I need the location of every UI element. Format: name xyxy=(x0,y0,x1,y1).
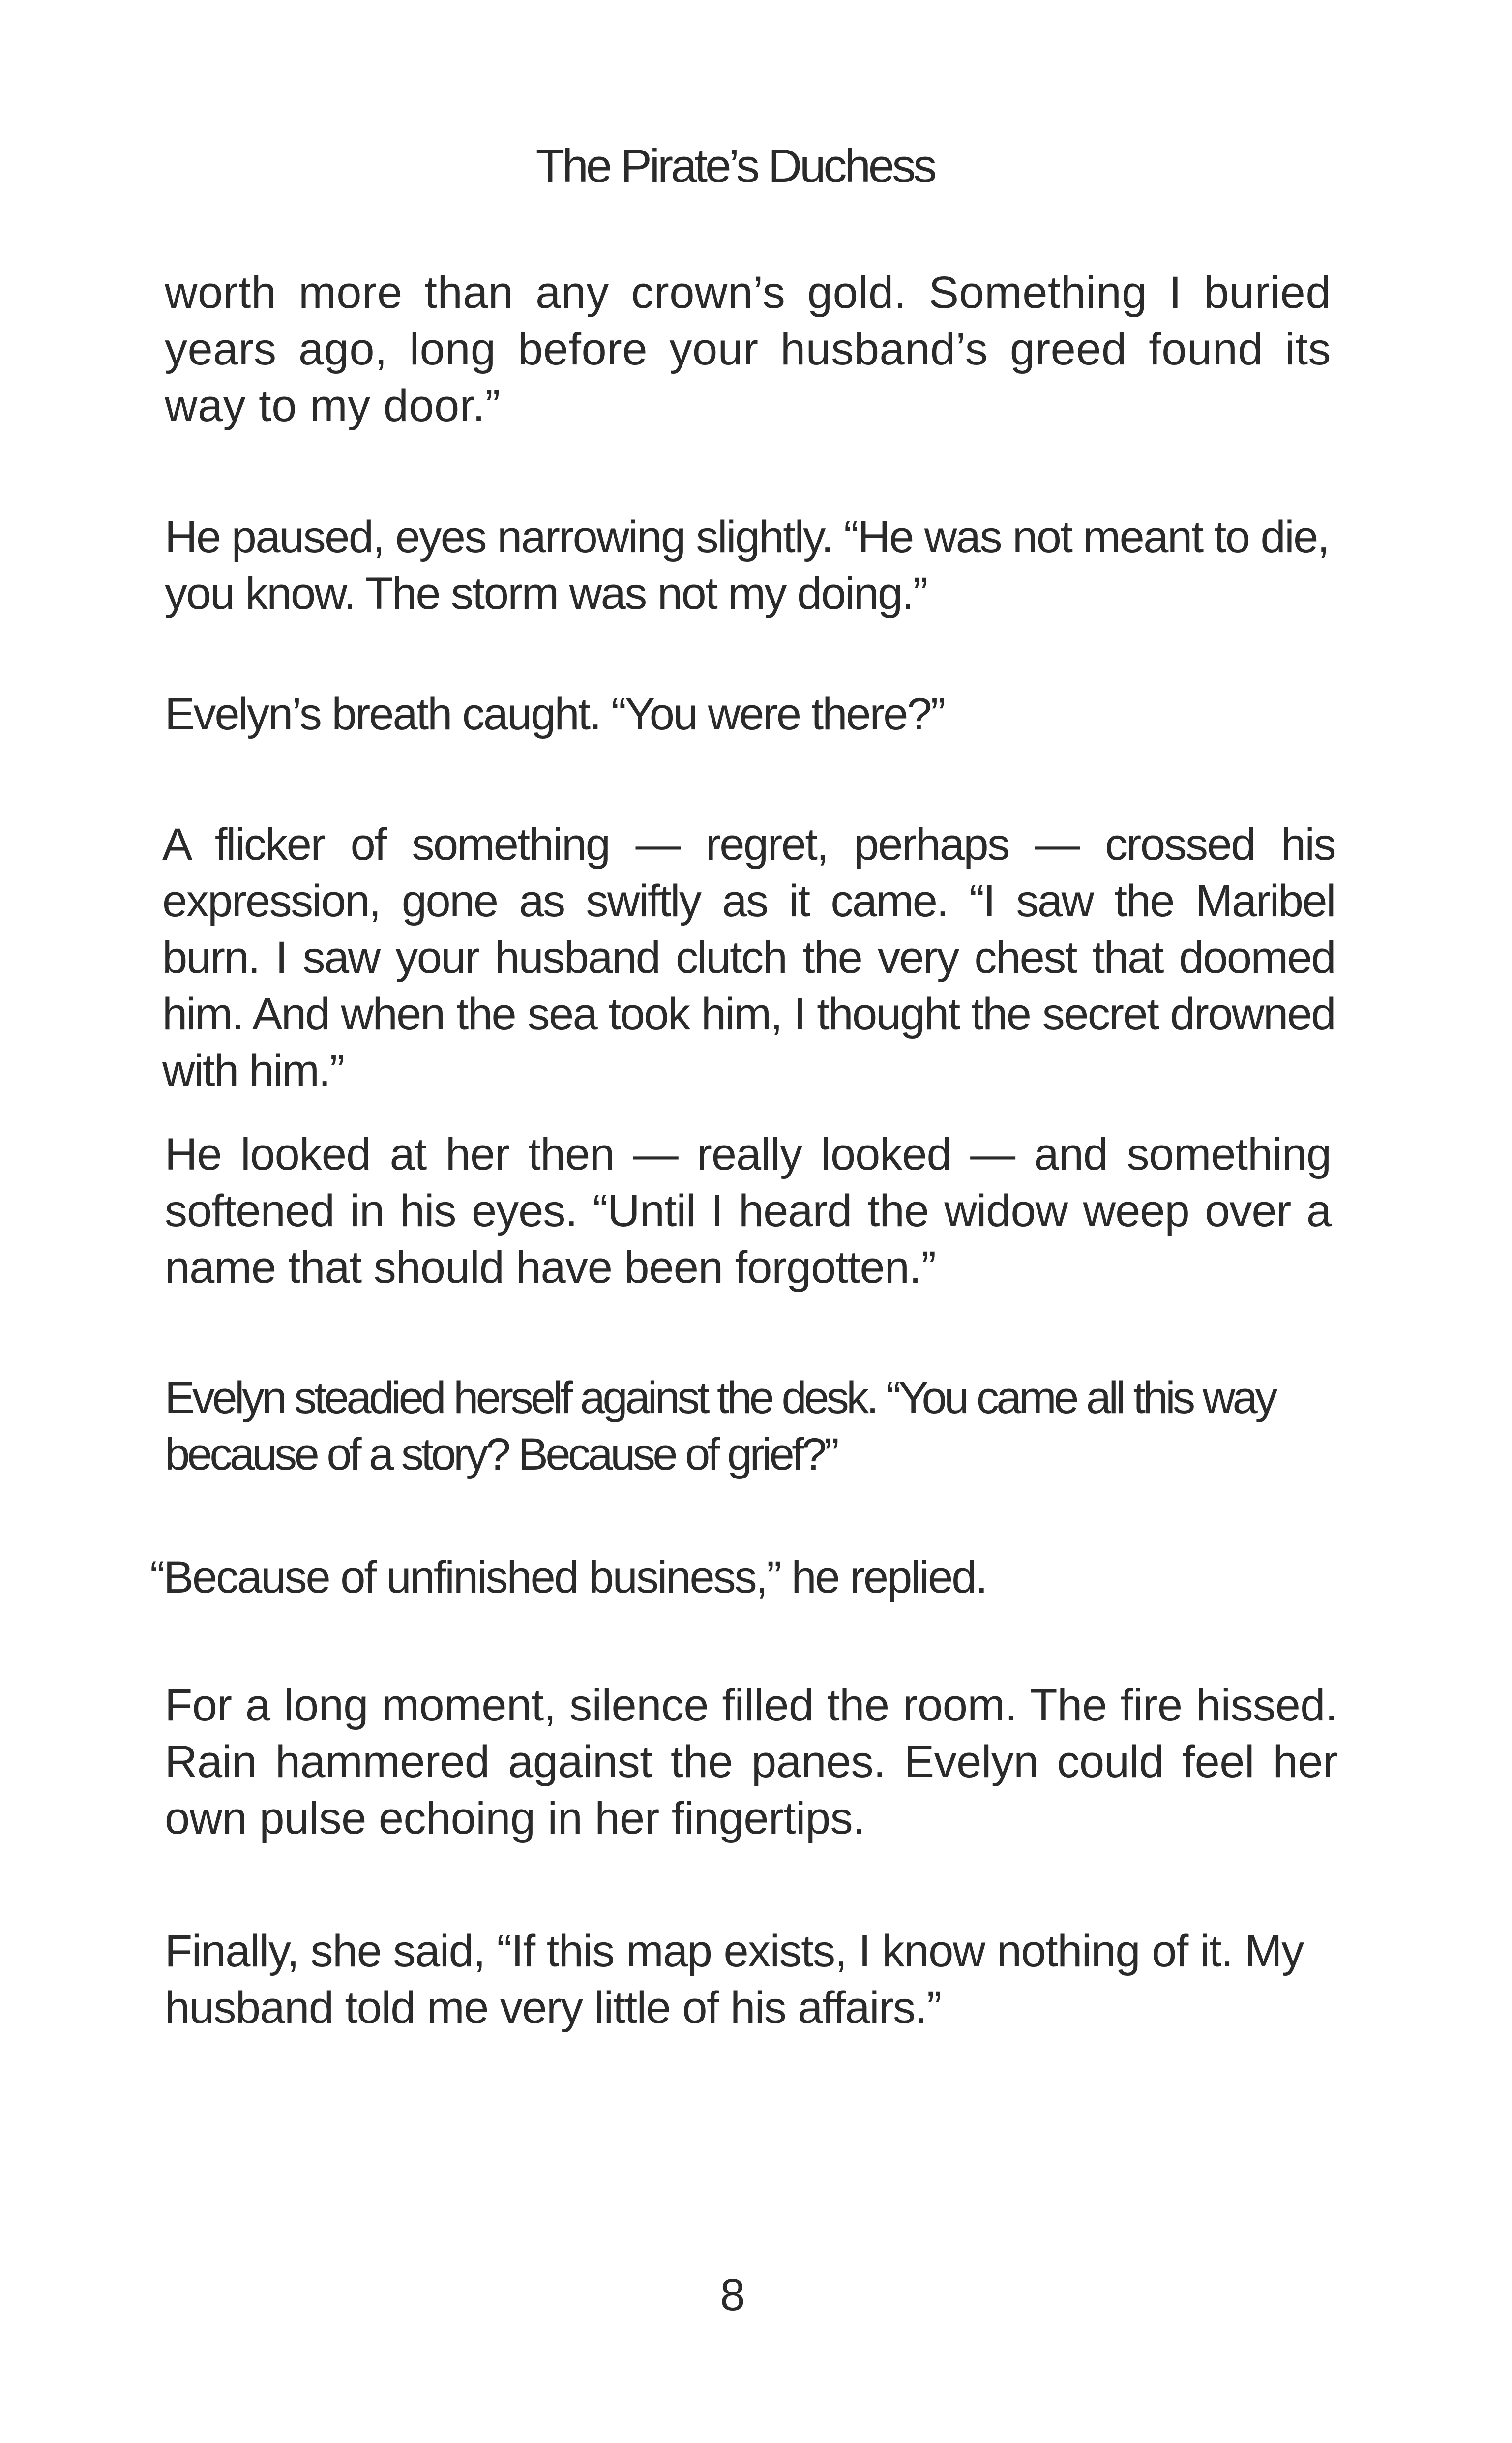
paragraph-5: He looked at her then — really looked — and something softened in his eyes. “Until I heard the widow weep over a name that should have been forgotten.” xyxy=(165,1129,1331,1293)
paragraph-3: Evelyn’s breath caught. “You were there?” xyxy=(165,689,945,739)
paragraph-1: worth more than any crown’s gold. Something I buried years ago, long before your husband’s greed found its way to my door.” xyxy=(165,268,1331,431)
paragraph-2: He paused, eyes narrowing slightly. “He was not meant to die, you know. The storm was not my doing.” xyxy=(165,512,1329,619)
page-number: 8 xyxy=(720,2270,745,2320)
paragraph-6: Evelyn steadied herself against the desk. “You came all this way because of a story? Because of grief?” xyxy=(165,1373,1275,1479)
paragraph-8: For a long moment, silence filled the room. The fire hissed. Rain hammered against the panes. Evelyn could feel her own pulse echoing in her fingertips. xyxy=(165,1680,1337,1843)
paragraph-7: “Because of unfinished business,” he replied. xyxy=(150,1552,987,1602)
paragraph-4: A flicker of something — regret, perhaps — crossed his expression, gone as swiftly as it came. “I saw the Maribel burn. I saw your husband clutch the very chest that doomed him. And when the sea took him, I thought the secret drowned with him.” xyxy=(162,819,1335,1096)
paragraph-9: Finally, she said, “If this map exists, I know nothing of it. My husband told me very little of his affairs.” xyxy=(165,1926,1304,2033)
running-header-title: The Pirate’s Duchess xyxy=(535,140,935,192)
